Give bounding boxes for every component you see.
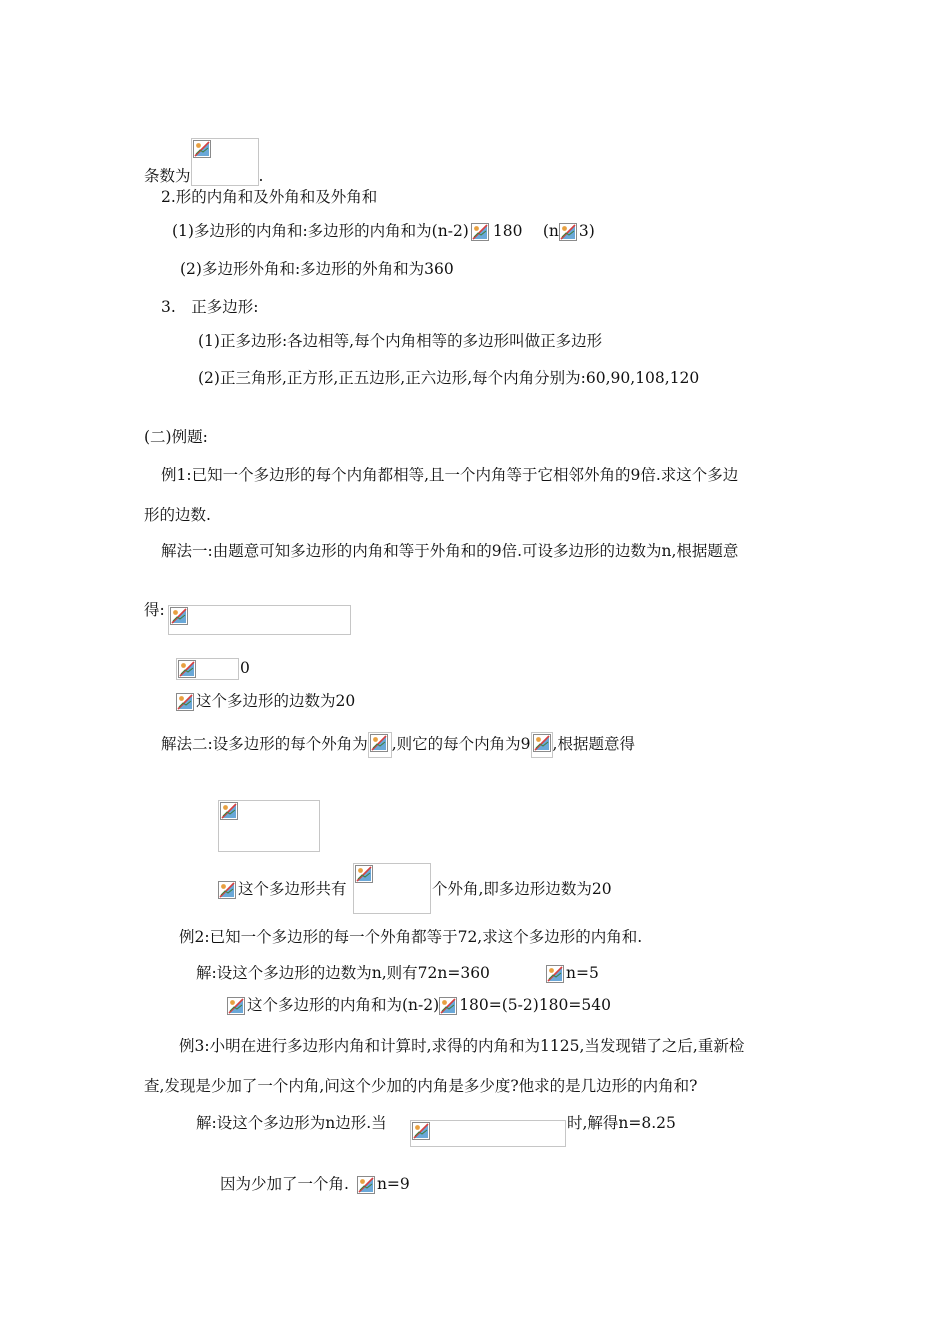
text-line: (1)正多边形:各边相等,每个内角相等的多边形叫做正多边形 [198,332,603,350]
text-line: 例2:已知一个多边形的每一个外角都等于72,求这个多边形的内角和. [179,928,643,946]
text-line: (2)正三角形,正方形,正五边形,正六边形,每个内角分别为:60,90,108,120 [198,369,700,387]
formula-image [559,222,579,242]
text-line: 得: [144,601,165,619]
text-line: 解法一:由题意可知多边形的内角和等于外角和的9倍.可设多边形的边数为n,根据题意 [161,542,739,560]
text-line: 解法二:设多边形的每个外角为 ,则它的每个内角为9 ,根据题意得 [161,732,635,758]
formula-image [191,138,259,186]
text-line: 这个多边形的边数为20 [176,691,355,712]
broken-image-icon [170,607,188,625]
text-line: 0 [240,659,250,677]
text-line: 这个多边形共有 [218,879,347,900]
formula-image [368,732,392,758]
broken-image-icon [193,140,211,158]
broken-image-icon [227,997,245,1015]
text-line: 解:设这个多边形的边数为n,则有72n=360 [196,964,490,982]
broken-image-icon [176,693,194,711]
broken-image-icon [178,660,196,678]
broken-image-icon [471,223,489,241]
text-line: 2.形的内角和及外角和及外角和 [161,188,378,206]
text-line: n=5 [546,963,599,984]
formula-image [227,996,247,1016]
formula-image [357,1175,377,1195]
broken-image-icon [412,1122,430,1140]
broken-image-icon [439,997,457,1015]
text-line: 条数为 . [144,138,263,186]
broken-image-icon [355,865,373,883]
text-line: 形的边数. [144,506,211,524]
text-line: 个外角,即多边形边数为20 [432,880,612,898]
broken-image-icon [370,734,388,752]
text-line: 解:设这个多边形为n边形.当 [196,1114,387,1132]
formula-image [471,222,491,242]
formula-image [176,692,196,712]
text-line: 例3:小明在进行多边形内角和计算时,求得的内角和为1125,当发现错了之后,重新检 [179,1037,745,1055]
formula-image [218,880,238,900]
formula-image [353,863,431,914]
formula-image [168,605,351,635]
text-line: 这个多边形的内角和为(n-2) 180=(5-2)180=540 [227,995,611,1016]
formula-image [531,732,553,758]
text-line: 例1:已知一个多边形的每个内角都相等,且一个内角等于它相邻外角的9倍.求这个多边 [161,466,739,484]
text-line: (二)例题: [144,428,208,446]
formula-image [546,964,566,984]
broken-image-icon [546,965,564,983]
formula-image [176,658,239,680]
text-line: (2)多边形外角和:多边形的外角和为360 [180,260,454,278]
text-line: 查,发现是少加了一个内角,问这个少加的内角是多少度?他求的是几边形的内角和? [144,1077,698,1095]
text-line: 3. 正多边形: [161,298,259,316]
text-line: 因为少加了一个角. n=9 [220,1175,410,1193]
formula-image [410,1120,566,1147]
formula-image [439,996,459,1016]
broken-image-icon [357,1176,375,1194]
text-line: (1)多边形的内角和:多边形的内角和为(n-2) 180 (n 3) [172,222,595,240]
broken-image-icon [533,734,551,752]
broken-image-icon [559,223,577,241]
broken-image-icon [220,802,238,820]
broken-image-icon [218,881,236,899]
text-line: 时,解得n=8.25 [567,1114,676,1132]
formula-image [218,800,320,852]
